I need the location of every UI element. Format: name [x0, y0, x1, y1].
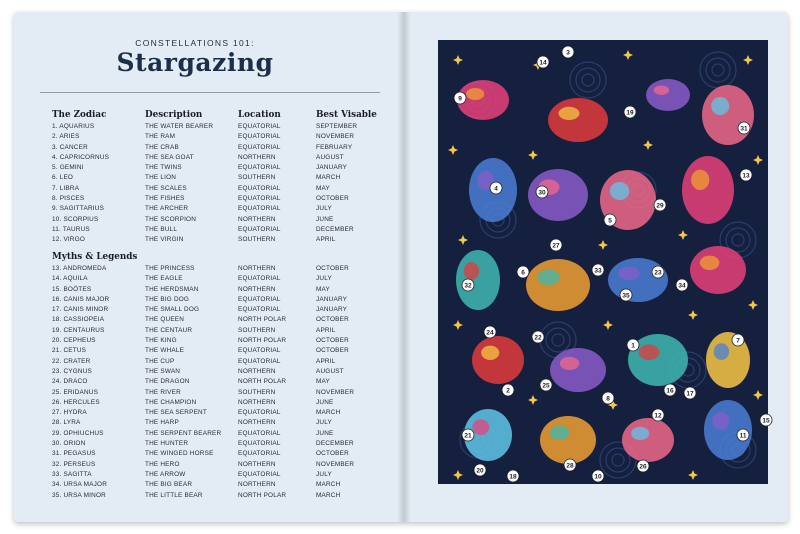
- constellation-location: EQUATORIAL: [238, 440, 281, 448]
- constellation-location: EQUATORIAL: [238, 295, 281, 303]
- constellation-name: 25. ERIDANUS: [52, 388, 99, 396]
- number-marker-label: 21: [464, 432, 472, 440]
- constellation-name: 29. OPHIUCHUS: [52, 429, 104, 437]
- number-marker-label: 22: [534, 334, 542, 342]
- constellation-description: THE VIRGIN: [145, 236, 184, 244]
- constellation-location: EQUATORIAL: [238, 470, 281, 478]
- constellation-description: THE SEA SERPENT: [145, 409, 207, 417]
- table-row: [52, 154, 382, 164]
- constellation-location: EQUATORIAL: [238, 409, 281, 417]
- constellation-name: 22. CRATER: [52, 357, 91, 365]
- number-marker-label: 8: [606, 395, 610, 403]
- table-row: [52, 471, 382, 481]
- table-row: [52, 358, 382, 368]
- constellation-best-visible: JUNE: [316, 429, 334, 437]
- constellation-description: THE HERDSMAN: [145, 285, 199, 293]
- number-marker-label: 5: [608, 217, 612, 225]
- number-marker-label: 30: [538, 189, 546, 197]
- figure-detail: [700, 256, 720, 270]
- swirl-decoration: [612, 454, 624, 466]
- table-row: [52, 347, 382, 357]
- constellation-name: 8. PISCES: [52, 195, 85, 203]
- figure-detail: [472, 419, 489, 435]
- constellation-best-visible: MARCH: [316, 481, 341, 489]
- constellation-location: NORTHERN: [238, 460, 276, 468]
- table-row: [52, 306, 382, 316]
- table-row: [52, 144, 382, 154]
- number-marker-label: 13: [742, 172, 750, 180]
- star-icon: [453, 320, 463, 330]
- constellation-description: THE LION: [145, 174, 177, 182]
- constellation-best-visible: MARCH: [316, 409, 341, 417]
- constellation-best-visible: OCTOBER: [316, 347, 349, 355]
- number-marker-label: 9: [458, 95, 462, 103]
- constellation-name: 27. HYDRA: [52, 409, 87, 417]
- illustration-canvas: [438, 40, 768, 484]
- table-row: [52, 296, 382, 306]
- constellation-location: EQUATORIAL: [238, 133, 281, 141]
- constellation-best-visible: MARCH: [316, 174, 341, 182]
- constellation-location: EQUATORIAL: [238, 164, 281, 172]
- constellation-location: EQUATORIAL: [238, 184, 281, 192]
- myths-header: Myths & Legends: [52, 252, 138, 262]
- constellation-location: EQUATORIAL: [238, 225, 281, 233]
- constellation-figure: [646, 79, 690, 111]
- constellation-location: NORTH POLAR: [238, 337, 287, 345]
- number-marker-label: 32: [464, 282, 472, 290]
- figure-detail: [464, 262, 479, 280]
- number-marker-label: 19: [626, 109, 634, 117]
- constellation-location: NORTHERN: [238, 153, 276, 161]
- constellation-best-visible: APRIL: [316, 236, 336, 244]
- constellation-name: 24. DRACO: [52, 378, 88, 386]
- constellation-name: 33. SAGITTA: [52, 470, 92, 478]
- number-marker-label: 33: [594, 267, 602, 275]
- table-row: [52, 481, 382, 491]
- left-page: [30, 12, 390, 522]
- number-marker-label: 23: [654, 269, 662, 277]
- constellation-location: NORTHERN: [238, 367, 276, 375]
- constellation-description: THE HUNTER: [145, 440, 189, 448]
- number-marker-label: 6: [521, 269, 525, 277]
- constellation-name: 11. TAURUS: [52, 225, 90, 233]
- number-marker-label: 24: [486, 329, 494, 337]
- swirl-decoration: [582, 74, 594, 86]
- constellation-name: 35. URSA MINOR: [52, 491, 106, 499]
- table-row: [52, 378, 382, 388]
- constellation-location: EQUATORIAL: [238, 347, 281, 355]
- constellation-name: 17. CANIS MINOR: [52, 306, 109, 314]
- constellation-best-visible: DECEMBER: [316, 440, 354, 448]
- number-marker-label: 31: [740, 125, 748, 133]
- col-header-location: Location: [238, 110, 281, 120]
- myths-table: [52, 265, 382, 502]
- star-icon: [623, 50, 633, 60]
- constellation-location: NORTHERN: [238, 215, 276, 223]
- number-marker-label: 12: [654, 412, 662, 420]
- figure-detail: [537, 269, 559, 285]
- title-divider: [40, 92, 380, 93]
- constellation-description: THE ARROW: [145, 470, 186, 478]
- constellation-location: NORTH POLAR: [238, 378, 287, 386]
- number-marker-label: 15: [762, 417, 770, 425]
- constellation-best-visible: JULY: [316, 419, 332, 427]
- table-row: [52, 399, 382, 409]
- table-row: [52, 492, 382, 502]
- constellation-best-visible: NOVEMBER: [316, 388, 355, 396]
- figure-detail: [559, 107, 580, 120]
- constellation-location: EQUATORIAL: [238, 123, 281, 130]
- constellation-description: THE HARP: [145, 419, 179, 427]
- constellation-name: 6. LEO: [52, 174, 74, 182]
- constellation-location: NORTHERN: [238, 265, 276, 272]
- table-row: [52, 327, 382, 337]
- constellation-best-visible: MARCH: [316, 491, 341, 499]
- constellation-illustration: [438, 40, 768, 484]
- constellation-description: THE TWINS: [145, 164, 182, 172]
- table-row: [52, 450, 382, 460]
- constellation-figure: [682, 156, 734, 224]
- constellation-best-visible: JANUARY: [316, 295, 348, 303]
- table-row: [52, 316, 382, 326]
- number-marker-label: 2: [506, 387, 510, 395]
- number-marker-label: 4: [494, 185, 498, 193]
- constellation-name: 28. LYRA: [52, 419, 81, 427]
- constellation-location: NORTHERN: [238, 398, 276, 406]
- table-row: [52, 133, 382, 143]
- zodiac-table: [52, 123, 382, 247]
- constellation-best-visible: MAY: [316, 184, 330, 192]
- star-icon: [753, 155, 763, 165]
- constellation-description: THE BULL: [145, 225, 178, 233]
- constellation-location: EQUATORIAL: [238, 195, 281, 203]
- constellation-figure: [456, 250, 500, 310]
- constellation-location: EQUATORIAL: [238, 205, 281, 213]
- constellation-best-visible: OCTOBER: [316, 316, 349, 324]
- constellation-location: EQUATORIAL: [238, 429, 281, 437]
- table-row: [52, 368, 382, 378]
- constellation-description: THE SEA GOAT: [145, 153, 194, 161]
- number-marker-label: 1: [631, 342, 635, 350]
- constellation-location: EQUATORIAL: [238, 143, 281, 151]
- number-marker-label: 34: [678, 282, 686, 290]
- constellation-location: EQUATORIAL: [238, 357, 281, 365]
- constellation-name: 7. LIBRA: [52, 184, 80, 192]
- constellation-description: THE WHALE: [145, 347, 185, 355]
- constellation-name: 10. SCORPIUS: [52, 215, 99, 223]
- table-row: [52, 337, 382, 347]
- star-icon: [688, 470, 698, 480]
- constellation-figure: [702, 85, 754, 145]
- constellation-name: 2. ARIES: [52, 133, 80, 141]
- swirl-decoration: [552, 334, 564, 346]
- figure-detail: [619, 267, 640, 280]
- constellation-figure: [548, 98, 608, 142]
- number-marker-label: 28: [566, 462, 574, 470]
- constellation-name: 23. CYGNUS: [52, 367, 93, 375]
- page-title: Stargazing: [116, 48, 274, 77]
- constellation-best-visible: MAY: [316, 285, 330, 293]
- star-icon: [528, 395, 538, 405]
- constellation-description: THE CRAB: [145, 143, 179, 151]
- star-icon: [753, 390, 763, 400]
- constellation-name: 18. CASSIOPEIA: [52, 316, 105, 324]
- table-row: [52, 440, 382, 450]
- constellation-description: THE BIG BEAR: [145, 481, 193, 489]
- constellation-location: EQUATORIAL: [238, 275, 281, 283]
- star-icon: [453, 55, 463, 65]
- number-marker-label: 7: [736, 337, 740, 345]
- table-row: [52, 174, 382, 184]
- constellation-description: THE EAGLE: [145, 275, 183, 283]
- constellation-name: 4. CAPRICORNUS: [52, 153, 110, 161]
- table-row: [52, 236, 382, 246]
- constellation-location: NORTHERN: [238, 481, 276, 489]
- table-row: [52, 275, 382, 285]
- constellation-best-visible: APRIL: [316, 326, 336, 334]
- constellation-name: 19. CENTAURUS: [52, 326, 105, 334]
- constellation-name: 21. CETUS: [52, 347, 87, 355]
- number-marker-label: 16: [666, 387, 674, 395]
- constellation-description: THE CUP: [145, 357, 175, 365]
- constellation-location: NORTH POLAR: [238, 491, 287, 499]
- swirl-decoration: [712, 64, 724, 76]
- table-row: [52, 409, 382, 419]
- figure-detail: [481, 346, 499, 360]
- number-marker-label: 26: [639, 463, 647, 471]
- constellation-best-visible: SEPTEMBER: [316, 123, 358, 130]
- constellation-name: 1. AQUARIUS: [52, 123, 95, 130]
- constellation-description: THE PRINCESS: [145, 265, 195, 272]
- constellation-description: THE WATER BEARER: [145, 123, 214, 130]
- constellation-location: SOUTHERN: [238, 236, 276, 244]
- figure-detail: [711, 97, 729, 115]
- table-row: [52, 461, 382, 471]
- constellation-description: THE RIVER: [145, 388, 181, 396]
- star-icon: [598, 240, 608, 250]
- constellation-description: THE CENTAUR: [145, 326, 193, 334]
- constellation-description: THE SWAN: [145, 367, 181, 375]
- constellation-figure: [690, 246, 746, 294]
- constellation-best-visible: JULY: [316, 205, 332, 213]
- number-marker-label: 20: [476, 467, 484, 475]
- constellation-best-visible: AUGUST: [316, 367, 344, 375]
- constellation-name: 14. AQUILA: [52, 275, 88, 283]
- table-row: [52, 226, 382, 236]
- constellation-best-visible: FEBRUARY: [316, 143, 353, 151]
- constellation-best-visible: NOVEMBER: [316, 133, 355, 141]
- constellation-figure: [608, 258, 668, 302]
- constellation-name: 9. SAGITTARIUS: [52, 205, 105, 213]
- table-row: [52, 419, 382, 429]
- table-row: [52, 216, 382, 226]
- constellation-description: THE SCORPION: [145, 215, 197, 223]
- table-row: [52, 185, 382, 195]
- number-marker-label: 3: [566, 49, 570, 57]
- constellation-name: 30. ORION: [52, 440, 86, 448]
- constellation-name: 15. BOÖTES: [52, 285, 92, 293]
- constellation-best-visible: JULY: [316, 470, 332, 478]
- constellation-name: 32. PERSEUS: [52, 460, 96, 468]
- constellation-description: THE SMALL DOG: [145, 306, 200, 314]
- constellation-best-visible: NOVEMBER: [316, 460, 355, 468]
- table-row: [52, 123, 382, 133]
- star-icon: [603, 320, 613, 330]
- number-marker-label: 29: [656, 202, 664, 210]
- number-marker-label: 10: [594, 473, 602, 481]
- table-row: [52, 195, 382, 205]
- constellation-best-visible: MAY: [316, 378, 330, 386]
- constellation-description: THE BIG DOG: [145, 295, 190, 303]
- swirl-decoration: [706, 58, 730, 82]
- constellation-figure: [622, 418, 674, 462]
- star-icon: [688, 310, 698, 320]
- constellation-best-visible: JANUARY: [316, 306, 348, 314]
- col-header-description: Description: [145, 110, 203, 120]
- table-row: [52, 286, 382, 296]
- star-icon: [528, 150, 538, 160]
- constellation-best-visible: JANUARY: [316, 164, 348, 172]
- constellation-description: THE ARCHER: [145, 205, 189, 213]
- figure-detail: [714, 343, 729, 360]
- page-kicker: CONSTELLATIONS 101:: [135, 38, 255, 48]
- number-marker-label: 35: [622, 292, 630, 300]
- constellation-description: THE SERPENT BEARER: [145, 429, 222, 437]
- book-gutter: [397, 12, 411, 522]
- figure-detail: [654, 85, 669, 95]
- constellation-location: NORTHERN: [238, 285, 276, 293]
- constellation-name: 12. VIRGO: [52, 236, 86, 244]
- constellation-location: SOUTHERN: [238, 326, 276, 334]
- star-icon: [678, 230, 688, 240]
- constellation-location: EQUATORIAL: [238, 450, 281, 458]
- constellation-location: SOUTHERN: [238, 174, 276, 182]
- constellation-name: 3. CANCER: [52, 143, 88, 151]
- constellation-name: 20. CEPHEUS: [52, 337, 96, 345]
- swirl-decoration: [576, 68, 600, 92]
- col-header-zodiac: The Zodiac: [52, 110, 107, 120]
- star-icon: [448, 145, 458, 155]
- constellation-name: 34. URSA MAJOR: [52, 481, 108, 489]
- swirl-decoration: [546, 328, 570, 352]
- number-marker-label: 17: [686, 390, 694, 398]
- number-marker-label: 18: [509, 473, 517, 481]
- constellation-description: THE HERO: [145, 460, 180, 468]
- figure-detail: [560, 357, 580, 370]
- constellation-location: NORTHERN: [238, 419, 276, 427]
- constellation-name: 13. ANDROMEDA: [52, 265, 107, 272]
- constellation-description: THE SCALES: [145, 184, 187, 192]
- constellation-description: THE FISHES: [145, 195, 185, 203]
- figure-detail: [712, 412, 729, 430]
- constellation-name: 5. GEMINI: [52, 164, 84, 172]
- constellation-best-visible: OCTOBER: [316, 450, 349, 458]
- constellation-figure: [550, 348, 606, 392]
- constellation-best-visible: JUNE: [316, 215, 334, 223]
- constellation-description: THE RAM: [145, 133, 176, 141]
- table-row: [52, 430, 382, 440]
- figure-detail: [691, 170, 709, 190]
- table-row: [52, 265, 382, 275]
- table-row: [52, 389, 382, 399]
- constellation-best-visible: APRIL: [316, 357, 336, 365]
- constellation-location: NORTH POLAR: [238, 316, 287, 324]
- figure-detail: [550, 426, 570, 440]
- constellation-best-visible: DECEMBER: [316, 225, 354, 233]
- constellation-location: SOUTHERN: [238, 388, 276, 396]
- constellation-best-visible: JUNE: [316, 398, 334, 406]
- figure-detail: [466, 88, 484, 100]
- constellation-description: THE CHAMPION: [145, 398, 197, 406]
- number-marker-label: 14: [539, 59, 547, 67]
- constellation-best-visible: OCTOBER: [316, 195, 349, 203]
- constellation-figure: [540, 416, 596, 464]
- number-marker-label: 27: [552, 242, 560, 250]
- figure-detail: [610, 182, 630, 200]
- constellation-location: EQUATORIAL: [238, 306, 281, 314]
- constellation-description: THE KING: [145, 337, 177, 345]
- table-row: [52, 205, 382, 215]
- constellation-best-visible: OCTOBER: [316, 265, 349, 272]
- constellation-name: 26. HERCULES: [52, 398, 100, 406]
- table-row: [52, 164, 382, 174]
- number-marker-label: 11: [739, 432, 747, 440]
- star-icon: [743, 55, 753, 65]
- figure-detail: [631, 427, 649, 440]
- star-icon: [453, 470, 463, 480]
- constellation-description: THE QUEEN: [145, 316, 185, 324]
- constellation-best-visible: OCTOBER: [316, 337, 349, 345]
- constellation-best-visible: AUGUST: [316, 153, 344, 161]
- constellation-figure: [472, 336, 524, 384]
- constellation-figure: [526, 259, 590, 311]
- constellation-name: 31. PEGASUS: [52, 450, 96, 458]
- constellation-best-visible: JULY: [316, 275, 332, 283]
- constellation-description: THE DRAGON: [145, 378, 190, 386]
- star-icon: [643, 140, 653, 150]
- col-header-best-visible: Best Visable: [316, 110, 377, 120]
- swirl-decoration: [732, 234, 744, 246]
- constellation-description: THE WINGED HORSE: [145, 450, 214, 458]
- figure-detail: [639, 344, 660, 360]
- constellation-name: 16. CANIS MAJOR: [52, 295, 110, 303]
- star-icon: [748, 300, 758, 310]
- constellation-description: THE LITTLE BEAR: [145, 491, 203, 499]
- star-icon: [458, 235, 468, 245]
- number-marker-label: 25: [542, 382, 550, 390]
